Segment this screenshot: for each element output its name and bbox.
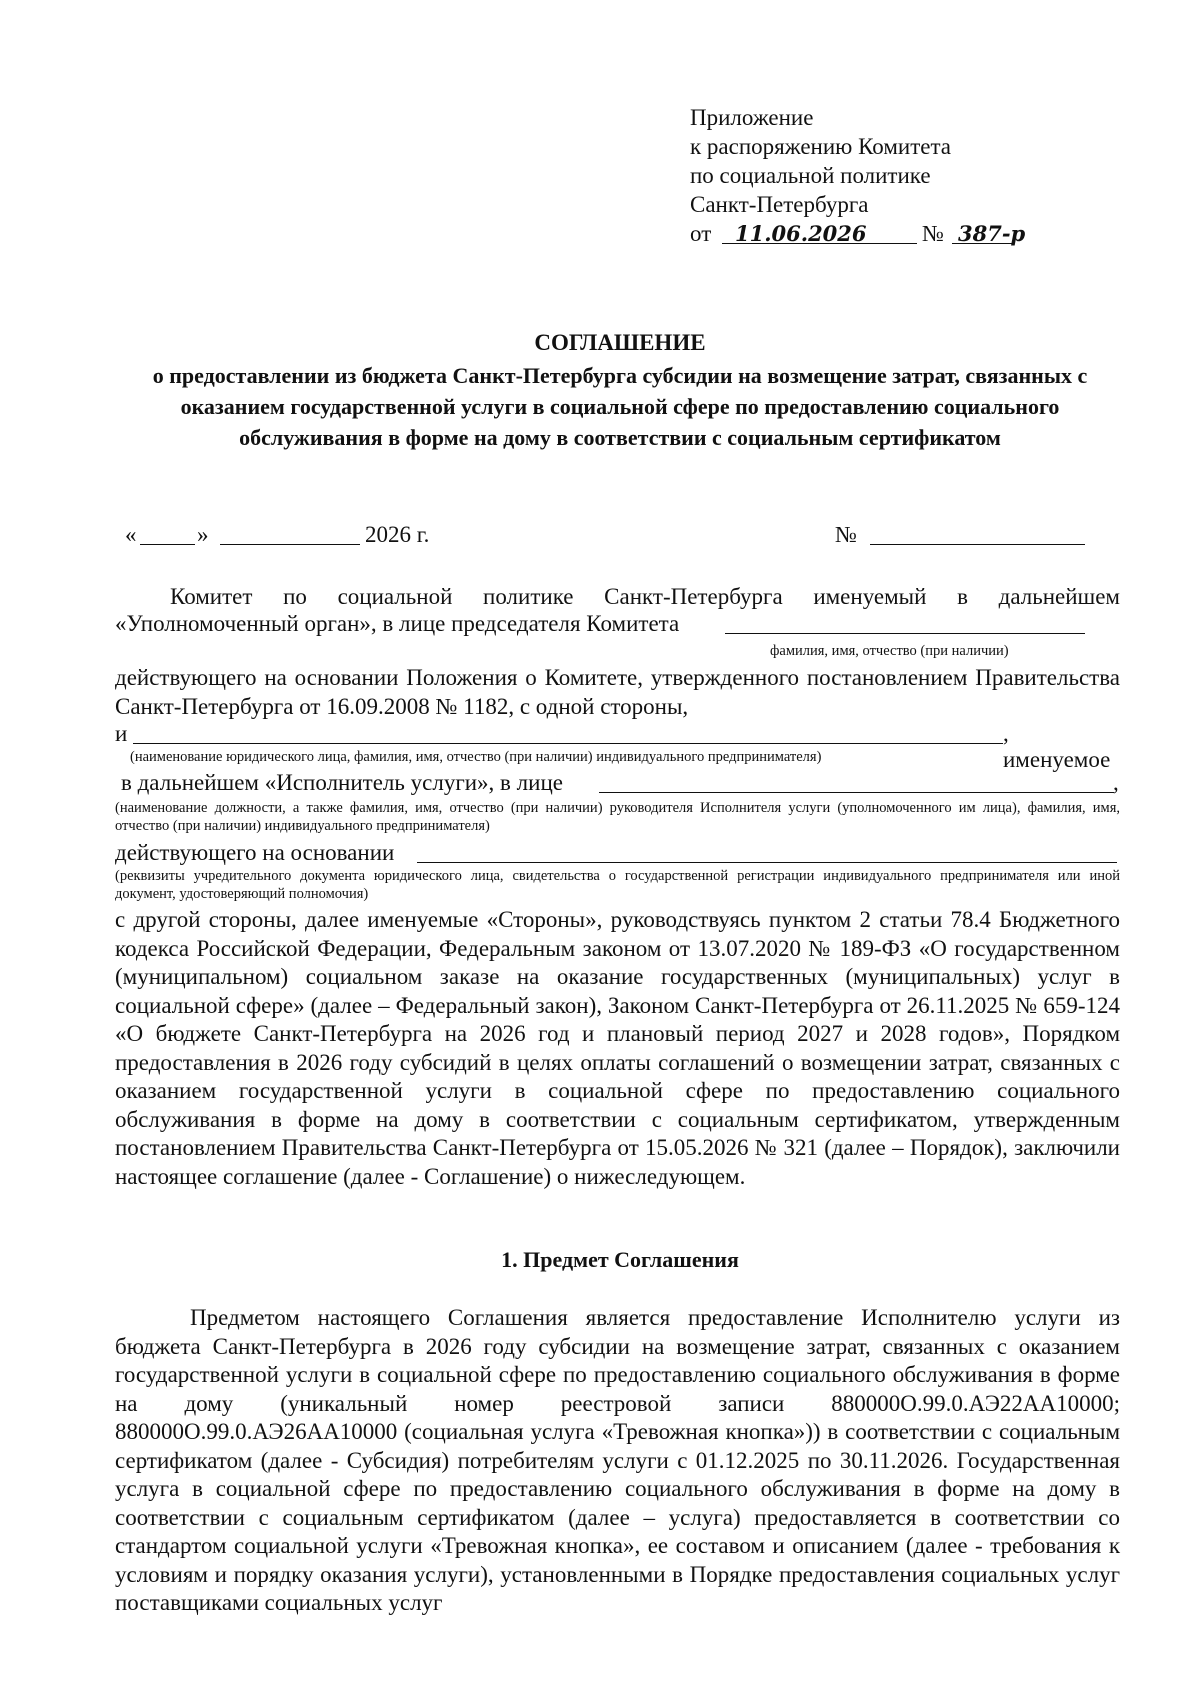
contractor-caption: (наименование юридического лица, фамилия, имя, отчество (при наличии) индивидуального предпринимателя): [130, 749, 822, 765]
basis-line: [115, 840, 1120, 868]
appendix-line-1: Приложение: [690, 105, 814, 130]
representative-comma: ,: [1113, 770, 1119, 795]
document-subtitle: о предоставлении из бюджета Санкт-Петербурга субсидии на возмещение затрат, связанных с оказанием государственной услуги в социальной сфере по предоставлению социального обслуживания в форме на дому в соответствии с социальным сертификатом: [152, 363, 1088, 450]
party1-line2-text: «Уполномоченный орган», в лице председателя Комитета: [115, 611, 680, 636]
appendix-ot: от: [690, 221, 712, 246]
appendix-num-sign: №: [922, 221, 944, 246]
appendix-line-3: по социальной политике: [690, 163, 931, 188]
representative-caption: (наименование должности, а также фамилия, имя, отчество (при наличии) руководителя Исполнителя услуги (уполномоченного им лица), фамилия, имя, отчество (при наличии) индивидуального предпринимателя): [115, 800, 1120, 834]
number-sign: №: [835, 522, 857, 547]
legal-basis-paragraph: с другой стороны, далее именуемые «Стороны», руководствуясь пунктом 2 статьи 78.4 Бюджетного кодекса Российской Федерации, Федеральным законом от 13.07.2020 № 189-ФЗ «О государственном (муниципальном) социальном заказе на оказание государственных (муниципальных) услуг в социальной сфере» (далее – Федеральный закон), Законом Санкт-Петербурга от 26.11.2025 № 659-124 «О бюджете Санкт-Петербурга на 2026 год и плановый период 2027 и 2028 годов», Порядком предоставления в 2026 году субсидий в целях оплаты соглашений о возмещении затрат, связанных с оказанием государственной услуги в социальной сфере по предоставлению социального обслуживания в форме на дому в соответствии с социальным сертификатом, утвержденным постановлением Правительства Санкт-Петербурга от 15.05.2026 № 321 (далее – Порядок), заключили настоящее соглашение (далее - Соглашение) о нижеследующем.: [115, 907, 1120, 1189]
section1-paragraph: Предметом настоящего Соглашения является предоставление Исполнителю услуги из бюджета Санкт-Петербурга в 2026 году субсидии на возмещение затрат, связанных с оказанием государственной услуги в социальной сфере по предоставлению социального обслуживания в форме на дому (уникальный номер реестровой записи 880000О.99.0.АЭ22АА10000; 880000О.99.0.АЭ26АА10000 (социальная услуга «Тревожная кнопка»)) в соответствии с социальным сертификатом (далее - Субсидия) потребителям услуги с 01.12.2025 по 30.11.2026. Государственная услуга в социальной сфере по предоставлению социального обслуживания в форме на дому в соответствии с социальным сертификатом (далее – услуга) предоставляется в соответствии со стандартом социальной услуги «Тревожная кнопка», ее составом и описанием (далее - требования к условиям и порядку оказания услуги), установленными в Порядке предоставления социальных услуг поставщиками социальных услуг: [115, 1305, 1120, 1615]
party2-and: и: [115, 721, 128, 746]
representative-text: в дальнейшем «Исполнитель услуги», в лице: [121, 770, 563, 795]
basis-text: действующего на основании: [115, 840, 395, 865]
quote-close: »: [197, 522, 209, 547]
quote-open: «: [125, 522, 137, 547]
section1-heading: 1. Предмет Соглашения: [501, 1247, 739, 1272]
chairman-name-blank: [725, 633, 1085, 634]
appendix-line-2: к распоряжению Комитета: [690, 134, 951, 159]
date-number-row: [115, 522, 1120, 550]
basis-blank: [417, 862, 1117, 863]
handwritten-number: 387-р: [958, 221, 1026, 246]
document-title: СОГЛАШЕНИЕ: [534, 330, 706, 355]
contractor-name-blank: [133, 743, 1003, 744]
year-text: 2026 г.: [365, 522, 430, 547]
party1-line1: Комитет по социальной политике Санкт-Петербурга именуемый в дальнейшем: [170, 584, 1120, 609]
month-blank: [220, 544, 360, 545]
party2-named: , именуемое: [1003, 721, 1111, 772]
party1-basis: действующего на основании Положения о Комитете, утвержденного постановлением Правительства Санкт-Петербурга от 16.09.2008 № 1182, с одной стороны,: [115, 665, 1120, 719]
basis-caption: (реквизиты учредительного документа юридического лица, свидетельства о государственной регистрации индивидуального предпринимателя или иной документ, удостоверяющий полномочия): [115, 868, 1120, 902]
appendix-line-4: Санкт-Петербурга: [690, 192, 869, 217]
appendix-block: [690, 103, 1026, 248]
agreement-number-blank: [870, 544, 1085, 545]
representative-blank: [599, 792, 1114, 793]
chairman-caption: фамилия, имя, отчество (при наличии): [770, 643, 1009, 659]
appendix-date-line: [690, 219, 1026, 248]
day-blank: [140, 544, 195, 545]
handwritten-date: 11.06.2026: [735, 221, 867, 246]
representative-line: [121, 770, 1126, 798]
party1-line2: [115, 611, 1120, 639]
